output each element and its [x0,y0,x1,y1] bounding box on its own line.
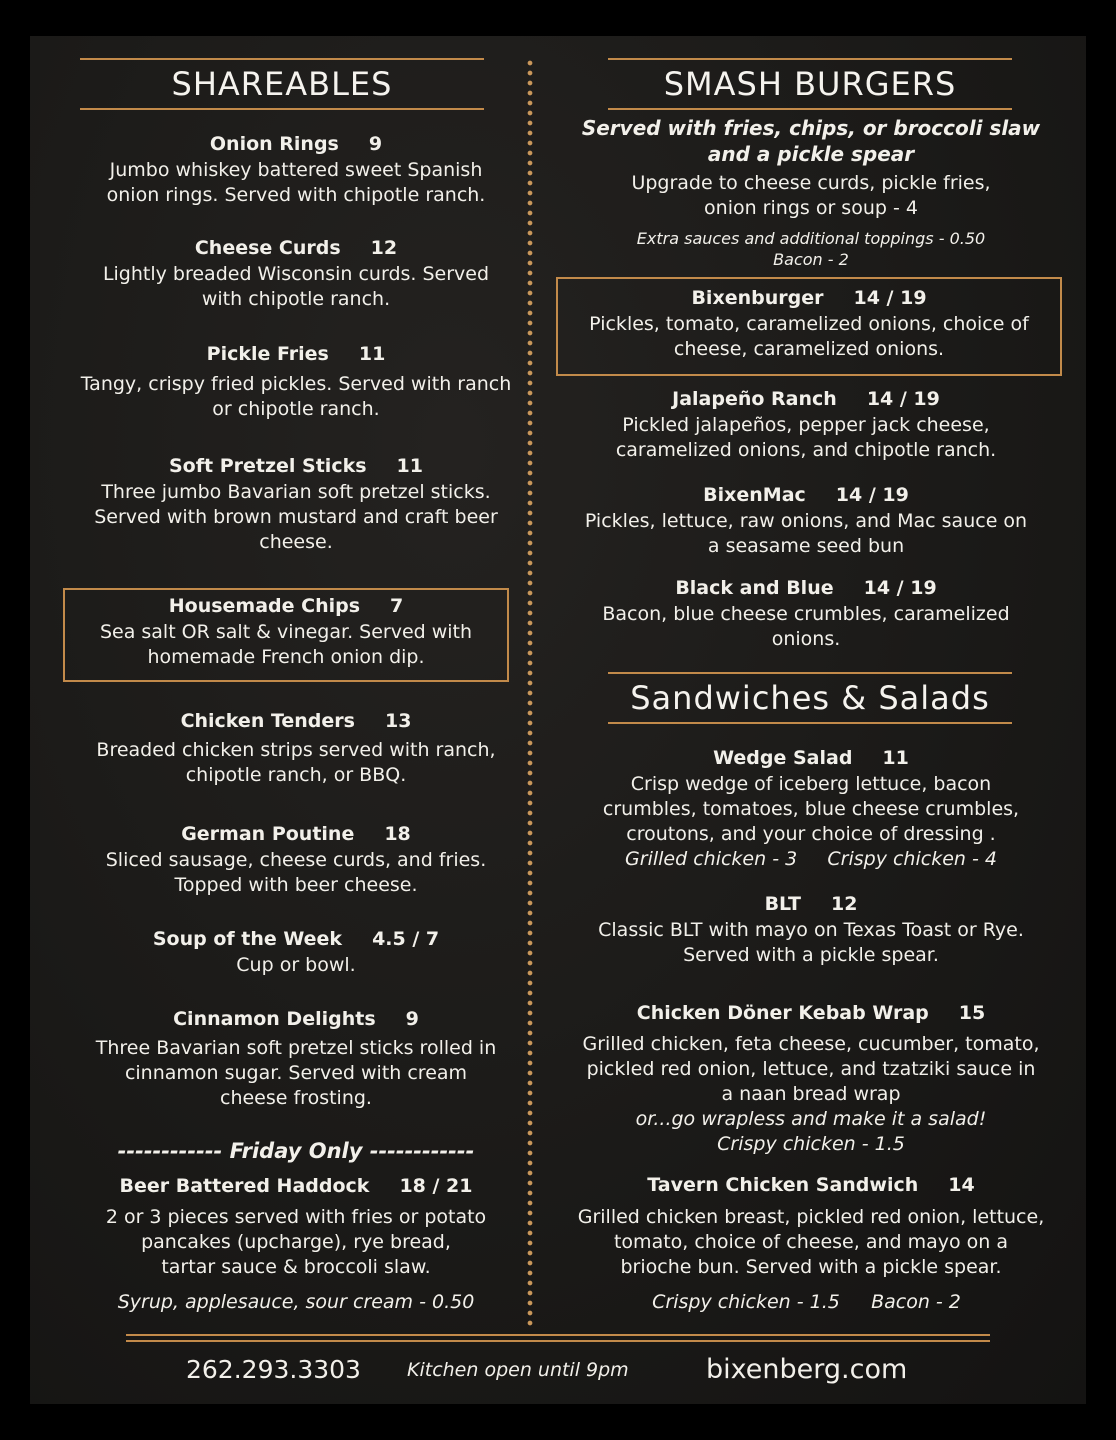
note-line: and a pickle spear [707,142,915,166]
item-desc-line: Grilled chicken breast, pickled red onion, lettuce, [577,1206,1045,1228]
item-price: 7 [390,595,404,617]
item-name: Chicken Tenders [180,710,355,732]
item-extras: Grilled chicken - 3 Crispy chicken - 4 [625,848,997,870]
item-desc-line: Served with a pickle spear. [683,944,939,966]
item-extras: Bacon - 2 [871,1291,961,1313]
item-desc-line: Classic BLT with mayo on Texas Toast or Rye. [598,919,1024,941]
item-price: 18 / 21 [399,1175,473,1197]
menu-item [556,1171,1066,1315]
item-desc-line: Pickles, tomato, caramelized onions, choice of [589,313,1029,335]
item-desc-line: Sea salt OR salt & vinegar. Served with [99,621,473,643]
menu-item [46,1005,546,1111]
item-name: Black and Blue [675,577,834,599]
item-desc-line: Three jumbo Bavarian soft pretzel sticks. [101,481,491,503]
item-desc-line: Jumbo whiskey battered sweet Spanish [109,159,483,181]
item-price: 9 [368,133,383,155]
item-price: 12 [830,893,858,915]
menu-item [556,284,1062,362]
item-desc-line: a seasame seed bun [707,535,905,557]
item-name: Chicken Döner Kebab Wrap [636,1002,929,1024]
item-desc-line: Tangy, crispy fried pickles. Served with ranch [80,373,512,395]
item-price: 11 [358,343,386,365]
item-price: 14 / 19 [866,388,940,410]
item-desc-line: Topped with beer cheese. [174,874,418,896]
menu-item [46,340,546,422]
upgrade-line: onion rings or soup - 4 [704,197,918,219]
item-price: 12 [370,237,398,259]
menu-item [46,820,546,898]
item-desc-line: caramelized onions, and chipotle ranch. [615,439,997,461]
item-name: Soft Pretzel Sticks [169,455,367,477]
smash-burgers-note [556,115,1066,270]
item-desc-line: tomato, choice of cheese, and mayo on a [613,1231,1009,1253]
item-desc-line: crumbles, tomatoes, blue cheese crumbles, [602,798,1020,820]
menu-page [30,36,1086,1404]
item-desc-line: Crisp wedge of iceberg lettuce, bacon [630,773,992,795]
item-name: Wedge Salad [713,747,853,769]
item-desc-line: cinnamon sugar. Served with cream [124,1062,468,1084]
item-price: 14 / 19 [863,577,937,599]
menu-item [65,592,507,670]
item-extras: Syrup, applesauce, sour cream - 0.50 [117,1291,475,1313]
item-desc-line: tartar sauce & broccoli slaw. [161,1256,431,1278]
item-price: 14 [948,1174,975,1196]
item-desc-line: croutons, and your choice of dressing . [626,823,996,845]
item-name: Soup of the Week [152,928,343,950]
item-price: 14 / 19 [853,287,927,309]
item-desc-line: pancakes (upcharge), rye bread, [141,1231,451,1253]
smash-burgers-heading: SMASH BURGERS [608,58,1012,110]
upgrade-line: Upgrade to cheese curds, pickle fries, [631,172,991,194]
item-price: 15 [958,1002,986,1024]
shareables-heading: SHAREABLES [80,58,484,110]
extras-line: Bacon - 2 [773,250,849,269]
menu-item [556,744,1066,872]
item-desc-line: brioche bun. Served with a pickle spear. [620,1256,1002,1278]
item-price: 18 [384,823,411,845]
item-desc-line: onion rings. Served with chipotle ranch. [106,184,486,206]
menu-item [556,999,1066,1157]
menu-item [556,574,1056,652]
item-desc-line: Cup or bowl. [236,954,356,976]
menu-item [556,385,1056,463]
item-desc-line: or chipotle ranch. [212,398,380,420]
item-price: 14 / 19 [835,484,909,506]
item-extras: or...go wrapless and make it a salad! [635,1108,987,1130]
menu-item [556,481,1056,559]
column-divider-dots [527,58,533,1326]
item-extras: Crispy chicken - 1.5 [717,1133,905,1155]
menu-item [46,452,546,555]
item-name: Tavern Chicken Sandwich [647,1174,919,1196]
footer-divider [126,1334,990,1342]
item-price: 4.5 / 7 [372,928,440,950]
item-desc-line: pickled red onion, lettuce, and tzatziki sauce in [586,1058,1036,1080]
item-name: Jalapeño Ranch [672,388,837,410]
item-desc-line: a naan bread wrap [721,1083,901,1105]
menu-item [46,707,546,788]
item-price: 13 [384,710,412,732]
menu-item [46,130,546,208]
friday-only-banner: ------------ Friday Only ------------ [117,1139,475,1163]
item-desc-line: Three Bavarian soft pretzel sticks rolled in [95,1037,497,1059]
menu-item [46,925,546,978]
item-name: Cheese Curds [194,237,341,259]
menu-item [46,234,546,312]
extras-line: Extra sauces and additional toppings - 0.50 [636,229,986,248]
item-price: 11 [882,747,909,769]
item-name: Pickle Fries [206,343,329,365]
footer-website-link[interactable]: bixenberg.com [706,1354,908,1385]
item-desc-line: with chipotle ranch. [201,288,391,310]
item-name: Cinnamon Delights [173,1008,376,1030]
item-name: Beer Battered Haddock [119,1175,370,1197]
item-price: 11 [396,455,423,477]
item-name: BLT [764,893,801,915]
item-desc-line: Pickled jalapeños, pepper jack cheese, [622,414,990,436]
item-desc-line: Pickles, lettuce, raw onions, and Mac sauce on [584,510,1028,532]
item-desc-line: 2 or 3 pieces served with fries or potato [105,1206,487,1228]
item-name: German Poutine [181,823,355,845]
item-desc-line: chipotle ranch, or BBQ. [185,764,407,786]
item-desc-line: onions. [771,628,841,650]
item-desc-line: homemade French onion dip. [147,646,425,668]
item-desc-line: cheese. [259,531,333,553]
footer-phone[interactable]: 262.293.3303 [186,1355,361,1384]
item-name: Housemade Chips [168,595,361,617]
note-line: Served with fries, chips, or broccoli slaw [581,116,1041,140]
item-desc-line: Lightly breaded Wisconsin curds. Served [102,263,490,285]
item-desc-line: Bacon, blue cheese crumbles, caramelized [602,603,1010,625]
item-name: Onion Rings [209,133,339,155]
item-price: 9 [405,1008,419,1030]
item-desc-line: cheese, caramelized onions. [673,338,945,360]
item-desc-line: Breaded chicken strips served with ranch, [96,739,496,761]
item-name: Bixenburger [691,287,824,309]
item-desc-line: Grilled chicken, feta cheese, cucumber, tomato, [582,1033,1040,1055]
sandwiches-salads-heading: Sandwiches & Salads [608,672,1012,724]
item-name: BixenMac [703,484,806,506]
menu-item [46,1172,546,1315]
item-extras: Crispy chicken - 1.5 [652,1291,840,1313]
menu-item [556,890,1066,968]
item-desc-line: cheese frosting. [220,1087,372,1109]
item-desc-line: Sliced sausage, cheese curds, and fries. [105,849,487,871]
footer-hours: Kitchen open until 9pm [407,1359,629,1381]
item-desc-line: Served with brown mustard and craft beer [94,506,498,528]
